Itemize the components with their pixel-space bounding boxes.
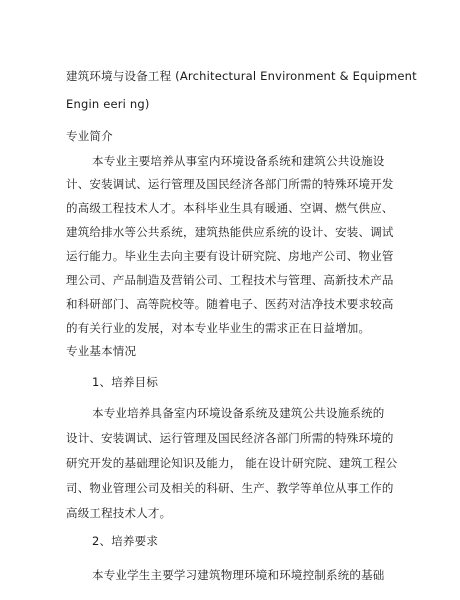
- intro-paragraph-line: 和科研部门、高等院校等。随着电子、医药对洁净技术要求较高: [66, 297, 394, 311]
- section-heading-intro: 专业简介: [66, 129, 113, 143]
- goal-paragraph-line: 司、物业管理公司及相关的科研、生产、教学等单位从事工作的: [66, 481, 394, 495]
- intro-paragraph-line: 的有关行业的发展，对本专业毕业生的需求正在日益增加。: [66, 321, 371, 335]
- document-title-line-2: Engin eeri ng): [66, 97, 150, 111]
- intro-paragraph-line: 计、安装调试、运行管理及国民经济各部门所需的特殊环境开发: [66, 177, 394, 191]
- requirements-paragraph-line: 本专业学生主要学习建筑物理环境和环境控制系统的基础: [92, 568, 385, 582]
- goal-paragraph-line: 高级工程技术人才。: [66, 506, 172, 520]
- intro-paragraph-line: 运行能力。毕业生去向主要有设计研究院、房地产公司、物业管: [66, 249, 394, 263]
- subsection-heading-requirements: 2、培养要求: [92, 534, 159, 548]
- goal-paragraph-line: 设计、安装调试、运行管理及国民经济各部门所需的特殊环境的: [66, 431, 394, 445]
- document-title-line-1: 建筑环境与设备工程 (Architectural Environment & Equipment: [66, 69, 417, 83]
- intro-paragraph-line: 本专业主要培养从事室内环境设备系统和建筑公共设施设: [92, 154, 385, 168]
- intro-paragraph-line: 的高级工程技术人才。本科毕业生具有暖通、空调、燃气供应、: [66, 201, 394, 215]
- goal-paragraph-line: 研究开发的基础理论知识及能力， 能在设计研究院、建筑工程公: [66, 456, 398, 470]
- intro-paragraph-line: 建筑给排水等公共系统，建筑热能供应系统的设计、安装、调试: [66, 225, 394, 239]
- goal-paragraph-line: 本专业培养具备室内环境设备系统及建筑公共设施系统的: [92, 406, 385, 420]
- intro-paragraph-line: 理公司、产品制造及营销公司、工程技术与管理、高新技术产品: [66, 273, 394, 287]
- section-heading-basic: 专业基本情况: [66, 344, 137, 358]
- subsection-heading-goal: 1、培养目标: [92, 375, 159, 389]
